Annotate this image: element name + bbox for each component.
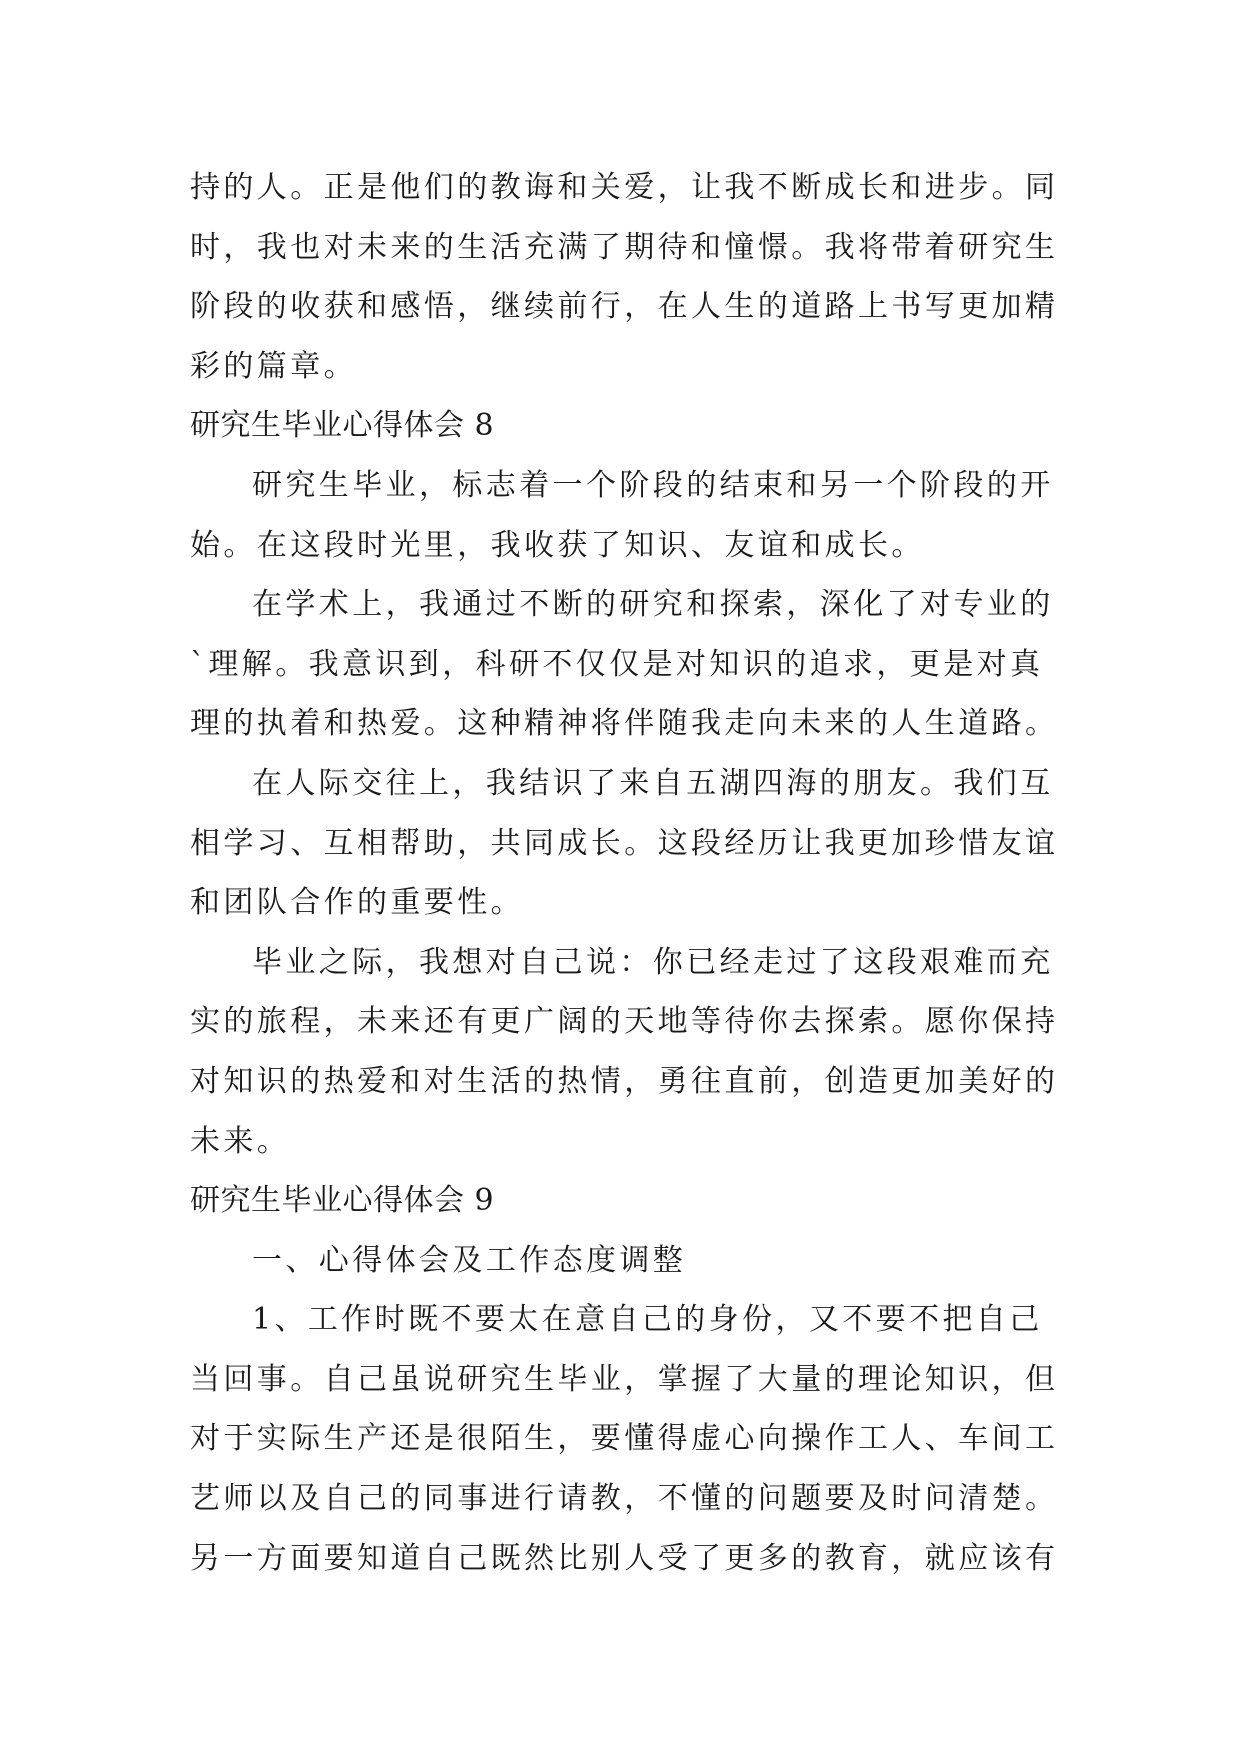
text-line: 阶段的收获和感悟，继续前行，在人生的道路上书写更加精 bbox=[190, 289, 1059, 325]
document-body bbox=[190, 158, 1060, 1588]
text-line: 和团队合作的重要性。 bbox=[190, 885, 524, 921]
text-line: 艺师以及自己的同事进行请教，不懂的问题要及时问清楚。 bbox=[190, 1481, 1059, 1517]
paragraph-first-line: 研究生毕业，标志着一个阶段的结束和另一个阶段的开 bbox=[252, 467, 1054, 503]
paragraph-first-line: 毕业之际，我想对自己说：你已经走过了这段艰难而充 bbox=[252, 944, 1054, 980]
text-line: 彩的篇章。 bbox=[190, 348, 357, 384]
text-line: 对于实际生产还是很陌生，要懂得虚心向操作工人、车间工 bbox=[190, 1421, 1059, 1457]
paragraph-first-line: 在学术上，我通过不断的研究和探索，深化了对专业的 bbox=[252, 587, 1054, 623]
text-line: 始。在这段时光里，我收获了知识、友谊和成长。 bbox=[190, 527, 925, 563]
text-line: 实的旅程，未来还有更广阔的天地等待你去探索。愿你保持 bbox=[190, 1004, 1059, 1040]
paragraph-first-line: 在人际交往上，我结识了来自五湖四海的朋友。我们互 bbox=[252, 765, 1054, 801]
text-line: `理解。我意识到，科研不仅仅是对知识的追求，更是对真 bbox=[190, 646, 1044, 682]
text-line: 持的人。正是他们的教诲和关爱，让我不断成长和进步。同 bbox=[190, 170, 1059, 205]
text-line: 时，我也对未来的生活充满了期待和憧憬。我将带着研究生 bbox=[190, 229, 1059, 265]
text-line: 未来。 bbox=[190, 1123, 291, 1159]
text-line: 另一方面要知道自己既然比别人受了更多的教育，就应该有 bbox=[190, 1540, 1059, 1576]
section-heading: 研究生毕业心得体会 8 bbox=[190, 408, 495, 444]
text-line: 对知识的热爱和对生活的热情，勇往直前，创造更加美好的 bbox=[190, 1063, 1059, 1099]
text-line: 相学习、互相帮助，共同成长。这段经历让我更加珍惜友谊 bbox=[190, 825, 1059, 861]
text-line: 当回事。自己虽说研究生毕业，掌握了大量的理论知识，但 bbox=[190, 1361, 1059, 1397]
subsection-heading: 一、心得体会及工作态度调整 bbox=[252, 1242, 687, 1278]
text-line: 理的执着和热爱。这种精神将伴随我走向未来的人生道路。 bbox=[190, 706, 1059, 742]
section-heading: 研究生毕业心得体会 9 bbox=[190, 1183, 495, 1219]
paragraph-first-line: 1、工作时既不要太在意自己的身份，又不要不把自己 bbox=[252, 1302, 1043, 1338]
